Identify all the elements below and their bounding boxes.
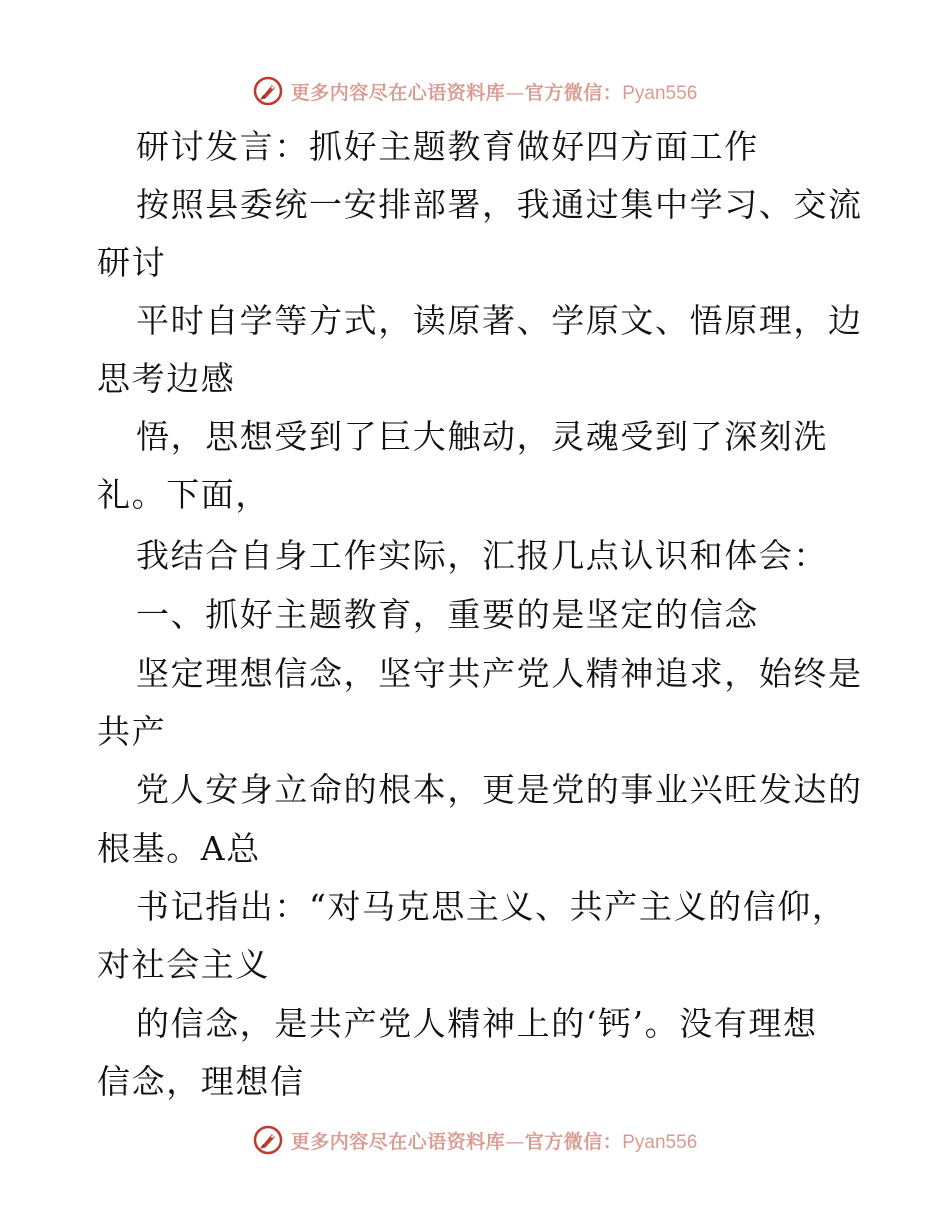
text-line: 坚定理想信念，坚守共产党人精神追求，始终是	[136, 654, 863, 693]
banner-main-text: 更多内容尽在心语资料库	[290, 1130, 506, 1153]
text-line: 信念，理想信	[97, 1062, 305, 1101]
pen-nib-logo-icon	[253, 1125, 283, 1155]
text-line: 共产	[97, 712, 167, 751]
banner-dash: —	[505, 1130, 525, 1153]
banner-text	[291, 1127, 698, 1154]
banner-main-text: 更多内容尽在心语资料库	[290, 81, 506, 104]
pen-nib-logo-icon	[253, 76, 283, 106]
document-title: 研讨发言：抓好主题教育做好四方面工作	[136, 127, 759, 166]
text-line: 根基。A总	[97, 829, 261, 868]
text-line: 我结合自身工作实际，汇报几点认识和体会：	[136, 536, 828, 575]
banner-wechat-id: Pyan556	[622, 1131, 698, 1153]
banner-wechat-label: 官方微信：	[524, 81, 623, 104]
text-line: 悟，思想受到了巨大触动，灵魂受到了深刻洗	[136, 417, 828, 456]
footer-banner	[0, 1120, 950, 1160]
section-heading: 一、抓好主题教育，重要的是坚定的信念	[136, 595, 759, 634]
text-line: 研讨	[97, 243, 167, 282]
text-line: 对社会主义	[97, 945, 270, 984]
text-line: 的信念，是共产党人精神上的‘钙’。没有理想	[136, 1004, 818, 1043]
text-line: 礼。下面，	[97, 475, 270, 514]
text-line: 按照县委统一安排部署，我通过集中学习、交流	[136, 185, 863, 224]
banner-dash: —	[505, 81, 525, 104]
text-line: 书记指出：“对马克思主义、共产主义的信仰，	[136, 887, 847, 926]
banner-wechat-id: Pyan556	[622, 82, 698, 104]
banner-text	[291, 78, 698, 105]
text-line: 思考边感	[97, 359, 236, 398]
banner-wechat-label: 官方微信：	[524, 1130, 623, 1153]
header-banner	[0, 71, 950, 111]
text-line: 平时自学等方式，读原著、学原文、悟原理，边	[136, 301, 863, 340]
text-line: 党人安身立命的根本，更是党的事业兴旺发达的	[136, 770, 863, 809]
